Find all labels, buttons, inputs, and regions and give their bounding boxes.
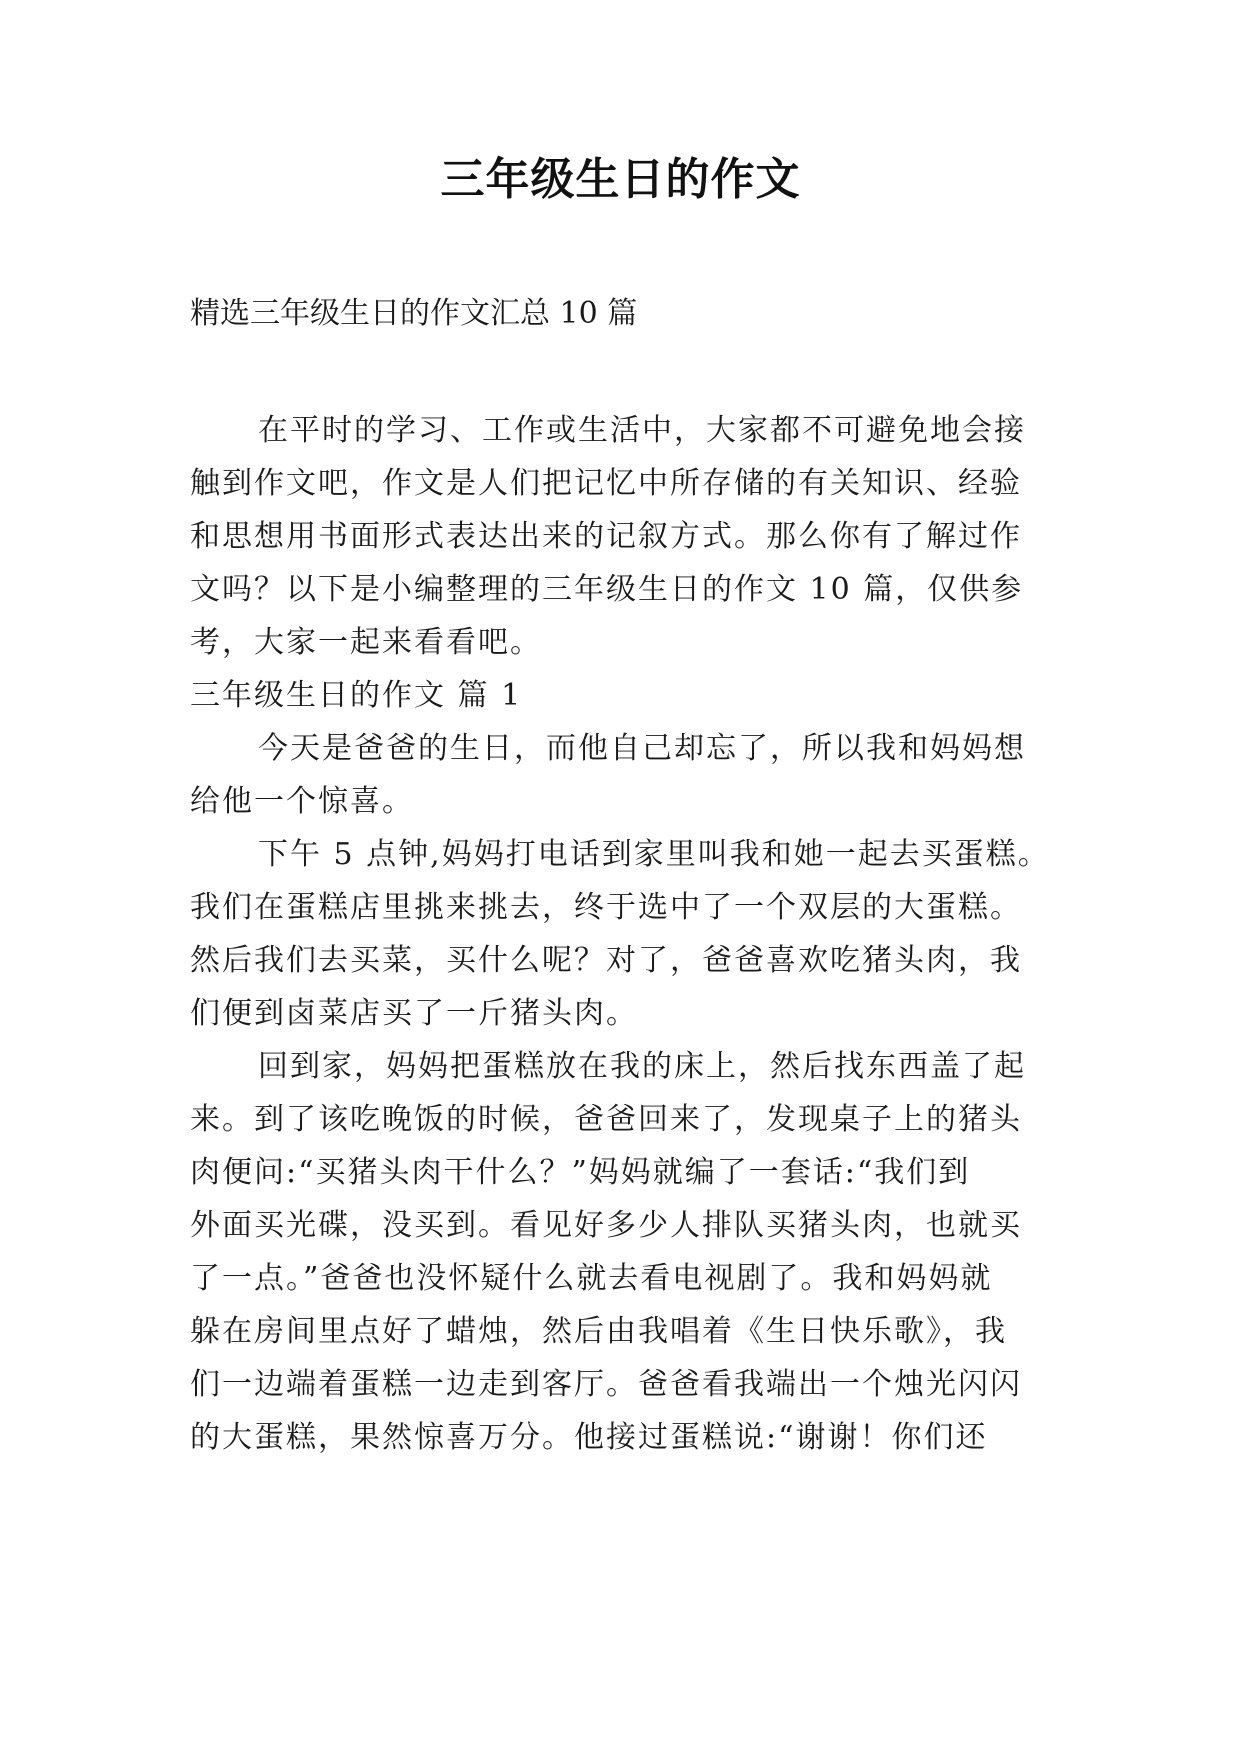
text-line: 躲在房间里点好了蜡烛，然后由我唱着《生日快乐歌》，我 <box>190 1314 1007 1349</box>
text-line: 在平时的学习、工作或生活中，大家都不可避免地会接 <box>258 413 1026 448</box>
text-line: 了一点。”爸爸也没怀疑什么就去看电视剧了。我和妈妈就 <box>190 1261 993 1296</box>
text-line: 三年级生日的作文 篇 1 <box>190 678 523 713</box>
text-line: 考，大家一起来看看吧。 <box>190 625 542 660</box>
text-line: 今天是爸爸的生日，而他自己却忘了，所以我和妈妈想 <box>258 731 1026 766</box>
text-line: 外面买光碟，没买到。看见好多少人排队买猪头肉，也就买 <box>190 1208 1022 1243</box>
text-line: 触到作文吧，作文是人们把记忆中所存储的有关知识、经验 <box>190 466 1022 501</box>
text-line: 我们在蛋糕店里挑来挑去，终于选中了一个双层的大蛋糕。 <box>190 890 1022 925</box>
text-line: 文吗？以下是小编整理的三年级生日的作文 10 篇，仅供参 <box>190 572 1024 607</box>
text-line: 的大蛋糕，果然惊喜万分。他接过蛋糕说:“谢谢！你们还 <box>190 1420 988 1455</box>
text-line: 们便到卤菜店买了一斤猪头肉。 <box>190 996 638 1031</box>
text-line: 来。到了该吃晚饭的时候，爸爸回来了，发现桌子上的猪头 <box>190 1102 1022 1137</box>
text-line: 和思想用书面形式表达出来的记叙方式。那么你有了解过作 <box>190 519 1022 554</box>
text-line: 然后我们去买菜，买什么呢？对了，爸爸喜欢吃猪头肉，我 <box>190 943 1022 978</box>
document-body <box>190 404 1070 1464</box>
text-line: 们一边端着蛋糕一边走到客厅。爸爸看我端出一个烛光闪闪 <box>190 1367 1022 1402</box>
text-line: 回到家，妈妈把蛋糕放在我的床上，然后找东西盖了起 <box>258 1049 1026 1084</box>
text-line: 肉便问:“买猪头肉干什么？”妈妈就编了一套话:“我们到 <box>190 1155 971 1190</box>
document-subtitle: 精选三年级生日的作文汇总 10 篇 <box>190 296 638 331</box>
document-title: 三年级生日的作文 <box>440 154 801 205</box>
text-line: 给他一个惊喜。 <box>190 784 414 819</box>
text-line: 下午 5 点钟,妈妈打电话到家里叫我和她一起去买蛋糕。 <box>258 837 1050 872</box>
